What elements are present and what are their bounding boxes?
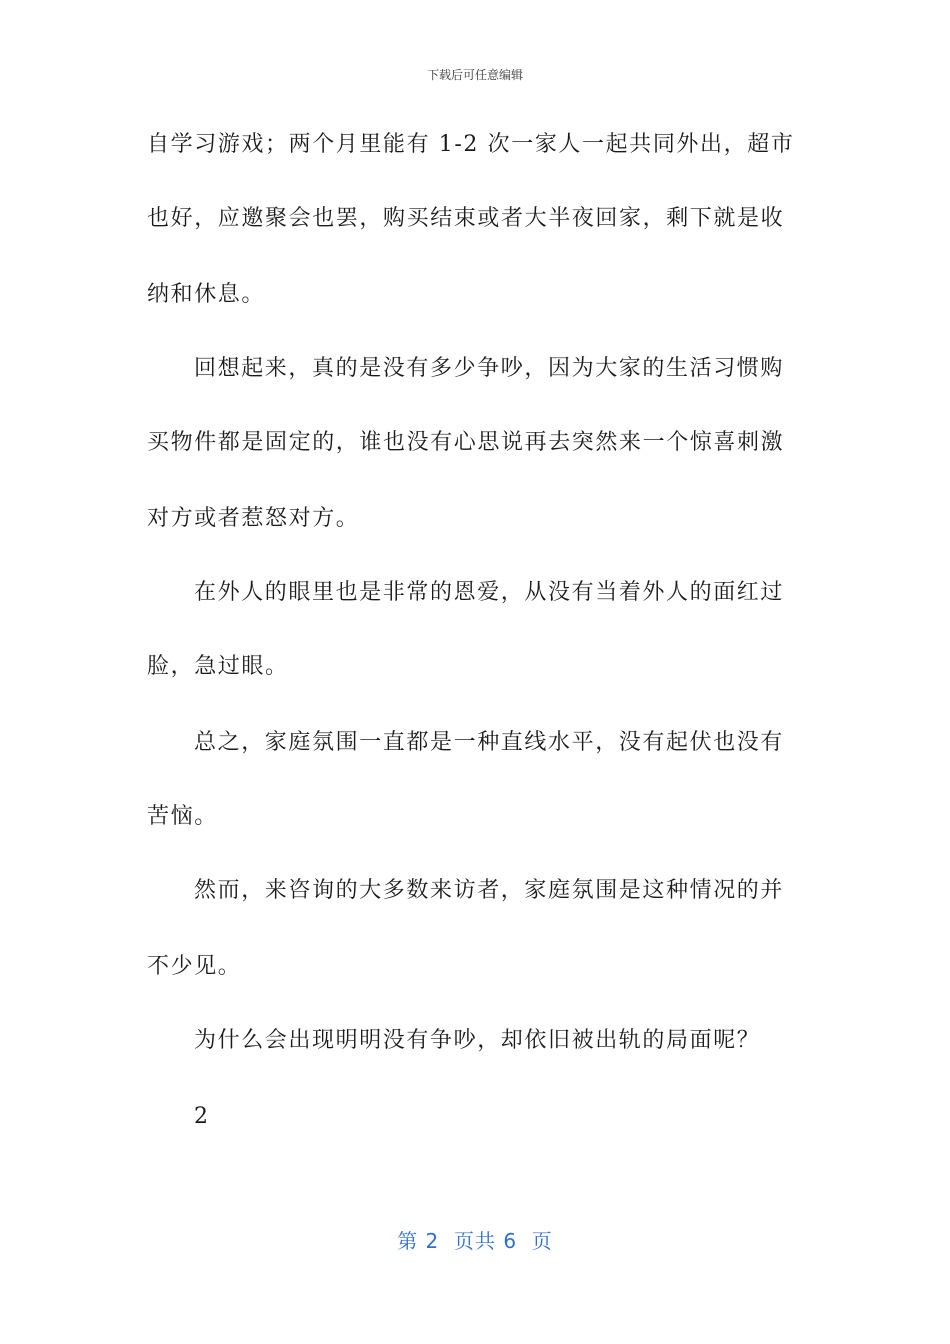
page-footer: 第 2 页共 6 页: [397, 1229, 553, 1253]
paragraph-first-line: 然而，来咨询的大多数来访者，家庭氛围是这种情况的并: [194, 878, 785, 903]
text-line: 也好，应邀聚会也罢，购买结束或者大半夜回家，剩下就是收: [147, 206, 785, 231]
paragraph-first-line: 在外人的眼里也是非常的恩爱，从没有当着外人的面红过: [194, 580, 785, 605]
text-line: 纳和休息。: [147, 282, 266, 307]
page-header: 下载后可任意编辑: [426, 68, 523, 82]
text-line: 自学习游戏；两个月里能有 1-2 次一家人一起共同外出，超市: [147, 132, 795, 157]
text-line: 买物件都是固定的，谁也没有心思说再去突然来一个惊喜刺激: [147, 430, 785, 455]
text-line: 脸，急过眼。: [147, 654, 289, 679]
paragraph-first-line: 总之，家庭氛围一直都是一种直线水平，没有起伏也没有: [194, 730, 785, 755]
text-line: 苦恼。: [147, 804, 218, 829]
text-line: 不少见。: [147, 954, 242, 979]
paragraph-first-line: 回想起来，真的是没有多少争吵，因为大家的生活习惯购: [194, 356, 785, 381]
section-number: 2: [194, 1104, 210, 1129]
paragraph-first-line: 为什么会出现明明没有争吵，却依旧被出轨的局面呢？: [194, 1028, 761, 1053]
text-line: 对方或者惹怒对方。: [147, 506, 360, 531]
